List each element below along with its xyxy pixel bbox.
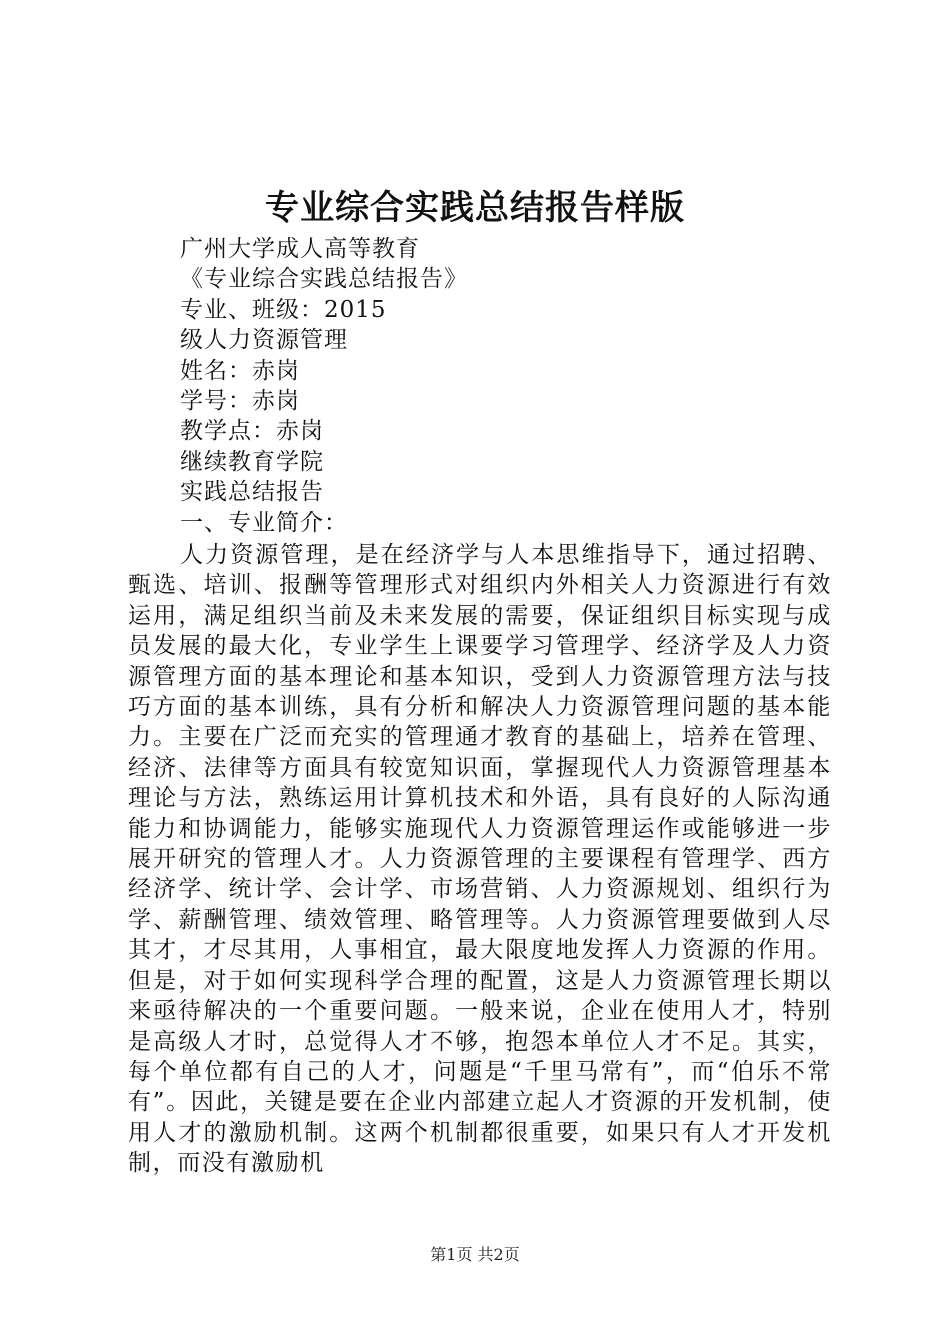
header-line-name: 姓名：赤岗: [180, 357, 300, 384]
header-line-teaching-site: 教学点：赤岗: [180, 418, 324, 445]
body-paragraph: 人力资源管理，是在经济学与人本思维指导下，通过招聘、甄选、培训、报酬等管理形式对组织内外相关人力资源进行有效运用，满足组织当前及未来发展的需要，保证组织目标实现与成员发展的最大化，专业学生上课要学习管理学、经济学及人力资源管理方面的基本理论和基本知识，受到人力资源管理方法与技巧方面的基本训练，具有分析和解决人力资源管理问题的基本能力。主要在广泛而充实的管理通才教育的基础上，培养在管理、经济、法律等方面具有较宽知识面，掌握现代人力资源管理基本理论与方法，熟练运用计算机技术和外语，具有良好的人际沟通能力和协调能力，能够实施现代人力资源管理运作或能够进一步展开研究的管理人才。人力资源管理的主要课程有管理学、西方经济学、统计学、会计学、市场营销、人力资源规划、组织行为学、薪酬管理、绩效管理、略管理等。人力资源管理要做到人尽其才，才尽其用，人事相宜，最大限度地发挥人力资源的作用。但是，对于如何实现科学合理的配置，这是人力资源管理长期以来亟待解决的一个重要问题。一般来说，企业在使用人才，特别是高级人才时，总觉得人才不够，抱怨本单位人才不足。其实，每个单位都有自己的人才，问题是“千里马常有”，而“伯乐不常有”。因此，关键是要在企业内部建立起人才资源的开发机制，使用人才的激励机制。这两个机制都很重要，如果只有人才开发机制，而没有激励机: [128, 542, 832, 1177]
header-line-major-class: 专业、班级：2015: [180, 296, 387, 323]
header-line-report-type: 实践总结报告: [180, 479, 324, 506]
header-line-report-name: 《专业综合实践总结报告》: [180, 266, 468, 293]
page-number-footer: 第1页 共2页: [430, 1245, 520, 1264]
document-header-block: [180, 234, 880, 538]
header-line-college: 继续教育学院: [180, 448, 324, 475]
header-line-student-id: 学号：赤岗: [180, 387, 300, 414]
section-heading-major-intro: 一、专业简介：: [180, 509, 348, 536]
header-line-school: 广州大学成人高等教育: [180, 236, 420, 262]
document-title: 专业综合实践总结报告样版: [265, 188, 685, 228]
header-line-major-class-cont: 级人力资源管理: [180, 327, 348, 354]
